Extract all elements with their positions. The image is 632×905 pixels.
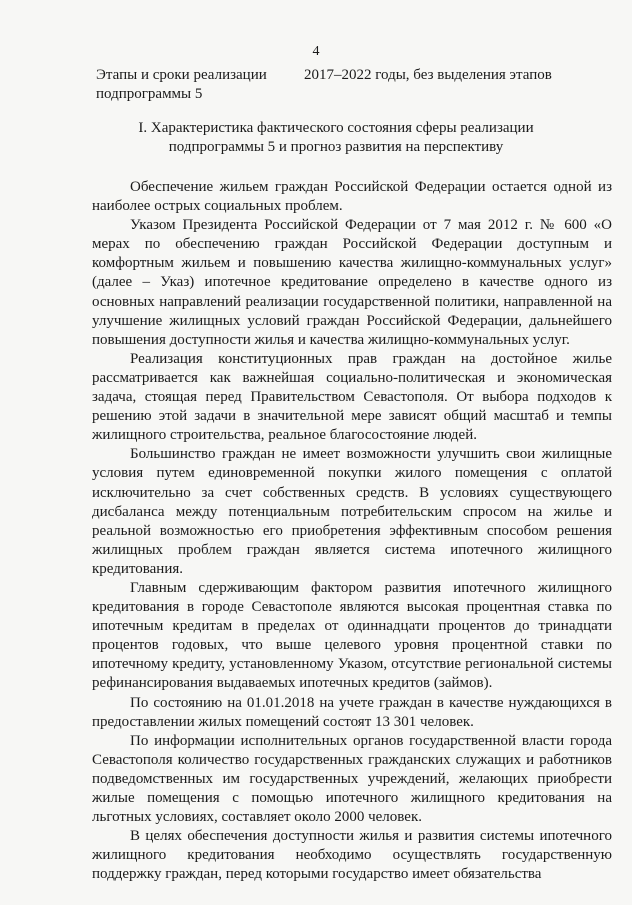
paragraph: По информации исполнительных органов государственной власти города Севастополя количество государственных гражданских служащих и работников подведомственных им государственных учреждений, желающих приобрести жилые помещения с помощью ипотечного жилищного кредитования на льготных условиях, составляет около 2000 человек.	[92, 732, 612, 826]
paragraph: По состоянию на 01.01.2018 на учете граждан в качестве нуждающихся в предоставлении жилых помещений состоят 13 301 человек.	[92, 694, 612, 730]
page-number: 4	[312, 44, 320, 59]
section-heading: I. Характеристика фактического состояния сферы реализации подпрограммы 5 и прогноз развития на перспективу	[138, 120, 534, 155]
paragraph: Главным сдерживающим фактором развития ипотечного жилищного кредитования в городе Севастополе являются высокая процентная ставка по ипотечным кредитам в пределах от одиннадцати процентов до тринадцати процентов годовых, что выше целевого уровня процентной ставки по ипотечному кредиту, установленному Указом, отсутствие региональной системы рефинансирования выдаваемых ипотечных кредитов (займов).	[92, 579, 612, 692]
paragraph: Большинство граждан не имеет возможности улучшить свои жилищные условия путем единовременной покупки жилого помещения с оплатой исключительно за счет собственных средств. В условиях существующего дисбаланса между потенциальным потребительским спросом на жилье и реальной возможностью его приобретения эффективным способом решения жилищных проблем граждан является система ипотечного жилищного кредитования.	[92, 446, 612, 577]
body-text	[92, 178, 612, 884]
paragraph: Обеспечение жильем граждан Российской Федерации остается одной из наиболее острых социальных проблем.	[92, 179, 612, 215]
paragraph: Реализация конституционных прав граждан на достойное жилье рассматривается как важнейшая социально-политическая и экономическая задача, стоящая перед Правительством Севастополя. От выбора подходов к решению этой задачи в значительной мере зависят общий масштаб и темпы жилищного строительства, реальное благосостояние людей.	[92, 350, 612, 444]
stages-label: Этапы и сроки реализации подпрограммы 5	[96, 67, 267, 102]
stages-value: 2017–2022 годы, без выделения этапов	[304, 67, 552, 83]
paragraph: В целях обеспечения доступности жилья и развития системы ипотечного жилищного кредитования необходимо осуществлять государственную поддержку граждан, перед которыми государство имеет обязательства	[92, 828, 612, 883]
paragraph: Указом Президента Российской Федерации от 7 мая 2012 г. № 600 «О мерах по обеспечению граждан Российской Федерации доступным и комфортным жильем и повышению качества жилищно-коммунальных услуг» (далее – Указ) ипотечное кредитование определено в качестве одного из основных направлений реализации государственной политики, направленной на улучшение жилищных условий граждан Российской Федерации, дальнейшего повышения доступности жилья и качества жилищно-коммунальных услуг.	[92, 217, 612, 348]
